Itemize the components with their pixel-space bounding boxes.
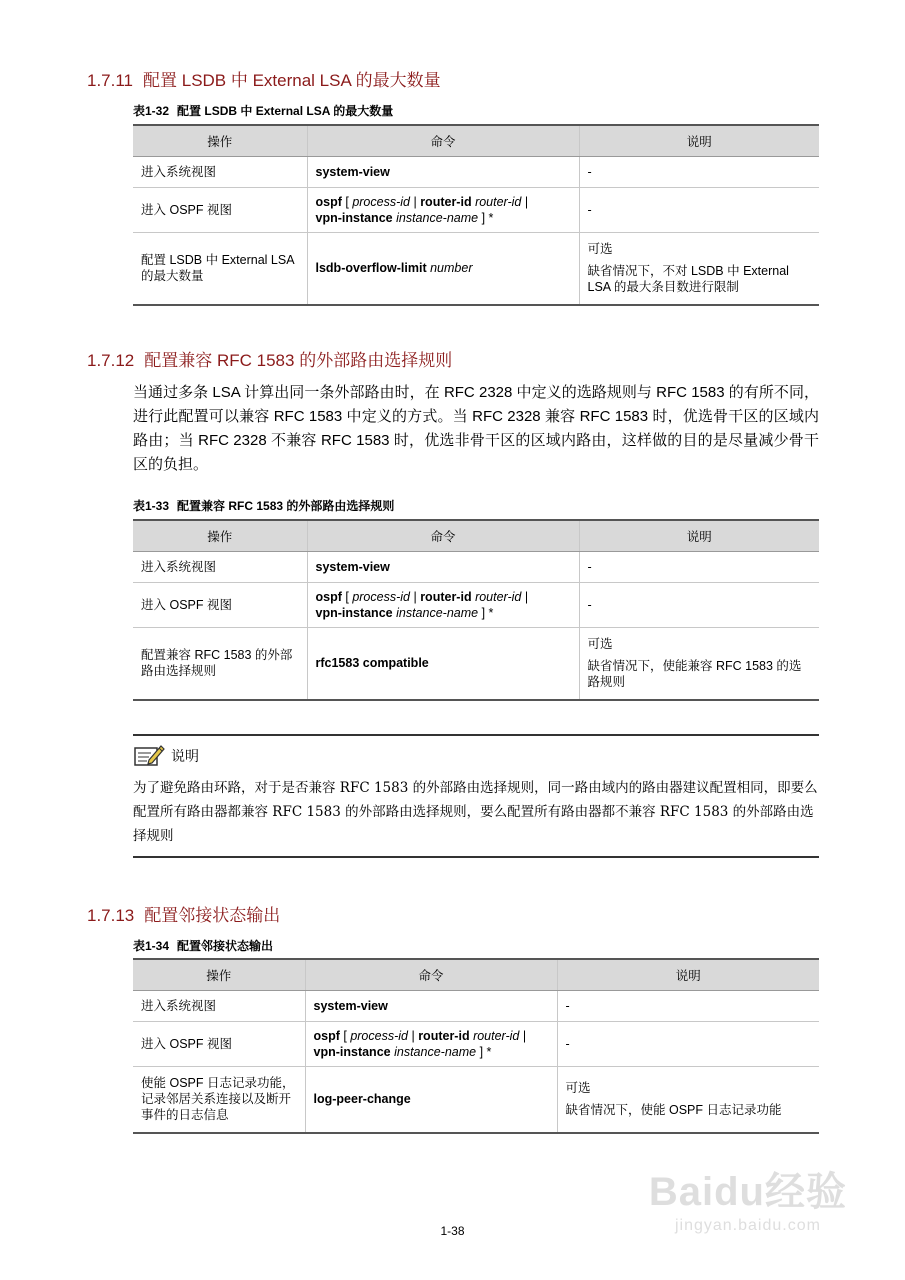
note-header: [133, 736, 819, 776]
header-command: 命令: [307, 125, 579, 157]
table-row: [133, 157, 819, 188]
header-command: 命令: [307, 520, 579, 552]
table-row: [133, 188, 819, 233]
desc-cell: -: [557, 991, 819, 1022]
desc-cell: -: [579, 157, 819, 188]
table-row: [133, 1022, 819, 1067]
cmd-cell: ospf [ process-id | router-id router-id | vpn-instance instance-name ] *: [307, 188, 579, 233]
op-cell: 使能 OSPF 日志记录功能，记录邻居关系连接以及断开事件的日志信息: [133, 1067, 305, 1133]
table-row: [133, 552, 819, 583]
table-row: [133, 583, 819, 628]
cmd-cell: system-view: [307, 157, 579, 188]
header-description: 说明: [579, 125, 819, 157]
desc-cell: -: [579, 552, 819, 583]
body-paragraph: 当通过多条 LSA 计算出同一条外部路由时，在 RFC 2328 中定义的选路规则与 RFC 1583 的有所不同，进行此配置可以兼容 RFC 1583 中定义的方式。当 RFC 2328 兼容 RFC 1583 时，优选骨干区的区域内路由；当 RFC 2328 不兼容 RFC 1583 时，优选非骨干区的区域内路由，这样做的目的是尽量减少骨干区的负担。: [133, 384, 819, 473]
op-cell: 进入 OSPF 视图: [133, 583, 307, 628]
desc-cell: 可选 缺省情况下，使能 OSPF 日志记录功能: [557, 1067, 819, 1133]
op-cell: 进入系统视图: [133, 991, 305, 1022]
table-row: [133, 991, 819, 1022]
cmd-cell: ospf [ process-id | router-id router-id | vpn-instance instance-name ] *: [307, 583, 579, 628]
table-row: [133, 1067, 819, 1133]
cmd-cell: lsdb-overflow-limit number: [307, 233, 579, 305]
desc-cell: -: [557, 1022, 819, 1067]
table-row: [133, 233, 819, 305]
section-heading-1-7-12: 1.7.12 配置兼容 RFC 1583 的外部路由选择规则: [87, 351, 453, 370]
cmd-cell: ospf [ process-id | router-id router-id | vpn-instance instance-name ] *: [305, 1022, 557, 1067]
header-operation: 操作: [133, 125, 307, 157]
header-description: 说明: [579, 520, 819, 552]
note-title: 说明: [171, 748, 199, 764]
table-1-33: [133, 519, 819, 701]
baidu-watermark: Baidu经验 jingyan.baidu.com: [648, 1170, 847, 1234]
table-row: [133, 628, 819, 700]
header-command: 命令: [305, 959, 557, 991]
note-body: 为了避免路由环路，对于是否兼容 RFC 1583 的外部路由选择规则，同一路由域内的路由器建议配置相同，即要么配置所有路由器都兼容 RFC 1583 的外部路由选择规则，要么配置所有路由器都不兼容 RFC 1583 的外部路由选择规则: [133, 780, 818, 844]
table-1-34: [133, 958, 819, 1134]
table-caption-1-34: 表1-34 配置邻接状态输出: [133, 939, 274, 953]
op-cell: 进入系统视图: [133, 157, 307, 188]
desc-cell: -: [579, 188, 819, 233]
desc-cell: -: [579, 583, 819, 628]
op-cell: 配置 LSDB 中 External LSA 的最大数量: [133, 233, 307, 305]
op-cell: 配置兼容 RFC 1583 的外部路由选择规则: [133, 628, 307, 700]
section-heading-1-7-11: 1.7.11 配置 LSDB 中 External LSA 的最大数量: [87, 71, 441, 90]
cmd-cell: rfc1583 compatible: [307, 628, 579, 700]
header-operation: 操作: [133, 959, 305, 991]
header-operation: 操作: [133, 520, 307, 552]
note-box: [133, 734, 819, 858]
section-heading-1-7-13: 1.7.13 配置邻接状态输出: [87, 906, 281, 925]
table-caption-1-32: 表1-32 配置 LSDB 中 External LSA 的最大数量: [133, 104, 394, 118]
header-description: 说明: [557, 959, 819, 991]
table-1-32: [133, 124, 819, 306]
op-cell: 进入 OSPF 视图: [133, 1022, 305, 1067]
op-cell: 进入 OSPF 视图: [133, 188, 307, 233]
cmd-cell: system-view: [307, 552, 579, 583]
op-cell: 进入系统视图: [133, 552, 307, 583]
desc-cell: 可选 缺省情况下，不对 LSDB 中 External LSA 的最大条目数进行限制: [579, 233, 819, 305]
cmd-cell: log-peer-change: [305, 1067, 557, 1133]
desc-cell: 可选 缺省情况下，使能兼容 RFC 1583 的选路规则: [579, 628, 819, 700]
table-caption-1-33: 表1-33 配置兼容 RFC 1583 的外部路由选择规则: [133, 499, 395, 513]
cmd-cell: system-view: [305, 991, 557, 1022]
note-pencil-icon: [133, 742, 171, 771]
page-number: 1-38: [440, 1224, 465, 1238]
